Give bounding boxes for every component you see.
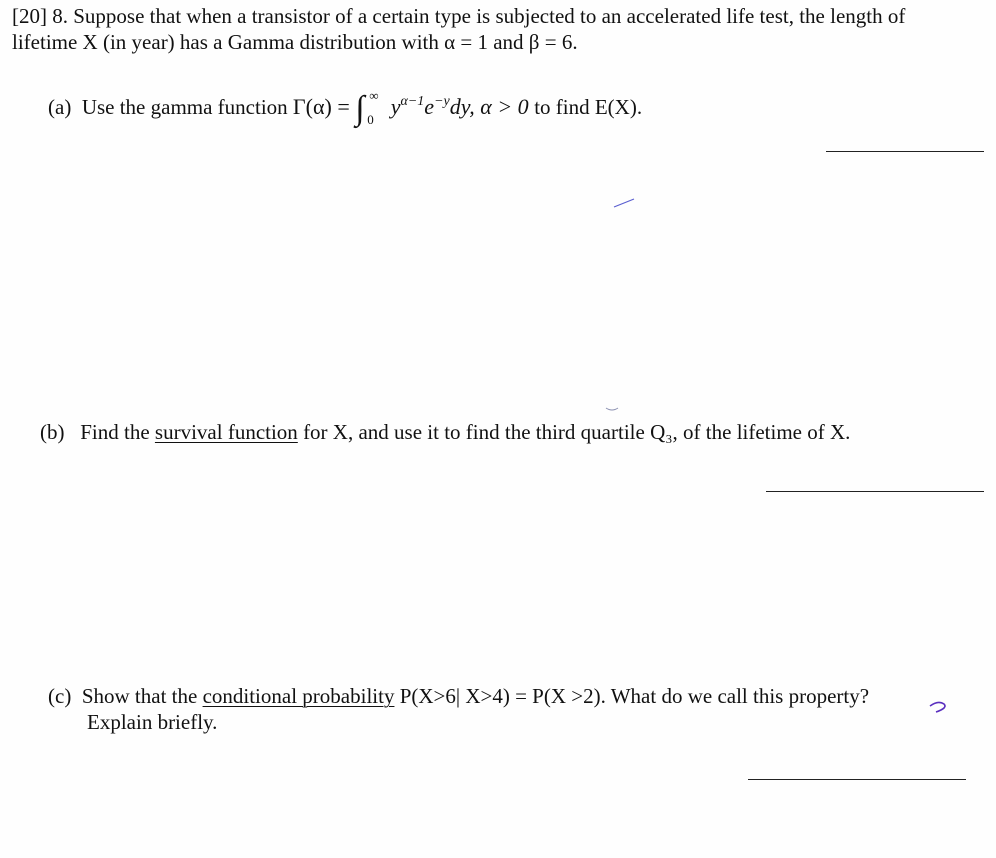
pen-mark-c bbox=[926, 696, 952, 716]
part-c-question bbox=[48, 684, 869, 708]
part-c-text-before: Show that the bbox=[81, 684, 198, 708]
integral bbox=[355, 88, 385, 127]
part-a-text-after: to find E(X). bbox=[534, 95, 643, 119]
formula-tail: dy, α > 0 bbox=[449, 94, 529, 119]
integral-upper-limit: ∞ bbox=[369, 88, 379, 103]
formula-base-y: y bbox=[390, 94, 401, 119]
integral-symbol: ∫ bbox=[355, 90, 365, 127]
survival-function-term: survival function bbox=[154, 420, 298, 444]
part-c-question-line-2: Explain briefly. bbox=[87, 710, 218, 734]
integral-lower-limit: 0 bbox=[367, 112, 374, 127]
part-b-text-after: for X, and use it to find the third quartile Q₃, of the lifetime of X. bbox=[303, 420, 851, 444]
formula-base-e: e bbox=[424, 94, 435, 119]
part-c-answer-line bbox=[748, 779, 966, 780]
conditional-probability-term: conditional probability bbox=[202, 684, 395, 708]
part-b-label: (b) bbox=[40, 420, 65, 444]
part-a-question bbox=[48, 88, 643, 127]
formula-exp-y: α−1 bbox=[400, 94, 425, 109]
pen-mark-a bbox=[612, 196, 638, 210]
part-a-text-before: Use the gamma function bbox=[81, 95, 288, 119]
part-c-text-after: P(X>6| X>4) = P(X >2). What do we call this property? bbox=[399, 684, 870, 708]
part-a-label: (a) bbox=[48, 95, 72, 119]
formula-exp-e: −y bbox=[434, 94, 450, 109]
pen-mark-b bbox=[604, 404, 620, 414]
problem-statement-line-1: [20] 8. Suppose that when a transistor of a certain type is subjected to an accelerated life test, the length of bbox=[12, 4, 906, 28]
part-b-answer-line bbox=[766, 491, 984, 492]
part-b-text-before: Find the bbox=[80, 420, 150, 444]
problem-statement-line-2: lifetime X (in year) has a Gamma distribution with α = 1 and β = 6. bbox=[12, 30, 578, 54]
part-c-label: (c) bbox=[48, 684, 72, 708]
part-b-question bbox=[40, 420, 850, 444]
formula-gamma: Γ(α) = bbox=[292, 94, 350, 119]
part-a-answer-line bbox=[826, 151, 984, 152]
gamma-function-formula bbox=[292, 88, 534, 127]
